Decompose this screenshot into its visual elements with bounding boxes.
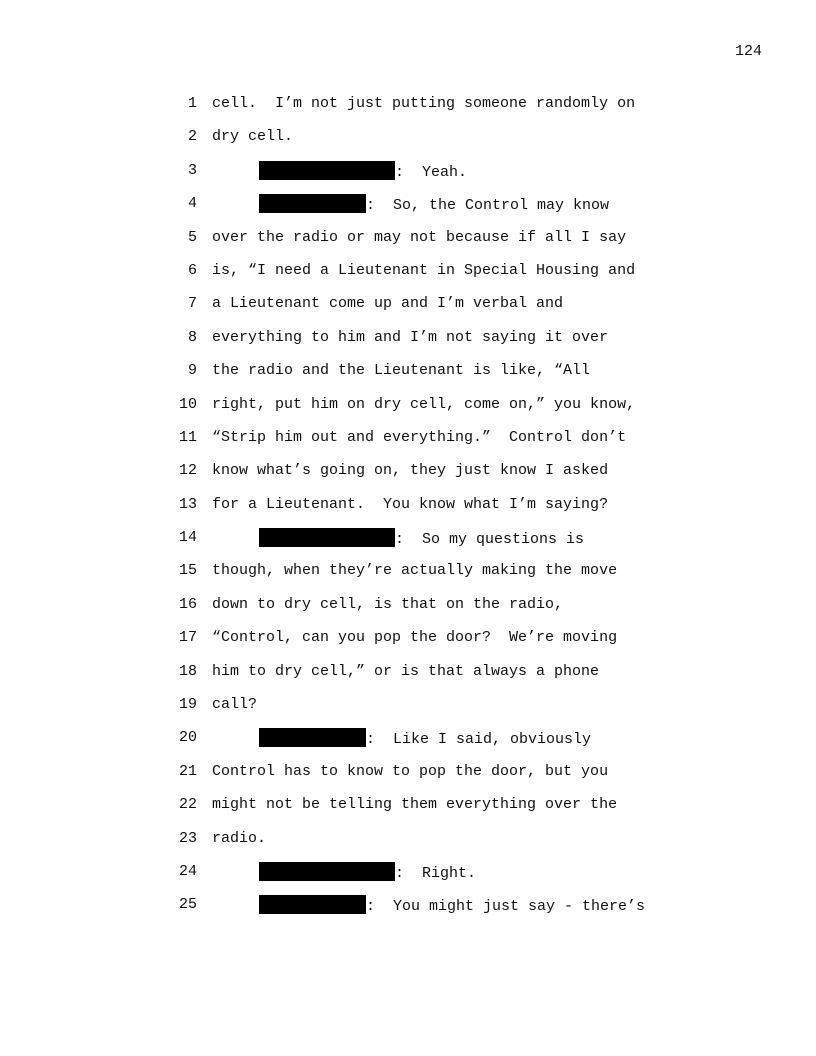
transcript-line bbox=[0, 621, 816, 654]
transcript-body bbox=[0, 87, 816, 922]
transcript-line bbox=[0, 154, 816, 187]
line-number: 25 bbox=[178, 896, 197, 914]
transcript-line bbox=[0, 187, 816, 220]
transcript-line bbox=[0, 454, 816, 487]
line-text: the radio and the Lieutenant is like, “All bbox=[212, 362, 591, 380]
line-text: though, when they’re actually making the move bbox=[212, 562, 618, 580]
transcript-line bbox=[0, 254, 816, 287]
redacted-speaker-name bbox=[259, 161, 395, 180]
transcript-line bbox=[0, 354, 816, 387]
line-text: over the radio or may not because if all I say bbox=[212, 228, 627, 246]
line-number: 21 bbox=[178, 762, 197, 780]
redacted-speaker-name bbox=[259, 728, 366, 747]
speaker-utterance: : So, the Control may know bbox=[366, 197, 610, 215]
line-number: 16 bbox=[178, 595, 197, 613]
transcript-line bbox=[0, 87, 816, 120]
line-number: 24 bbox=[178, 862, 197, 880]
transcript-line bbox=[0, 221, 816, 254]
line-number: 13 bbox=[178, 495, 197, 513]
line-number: 12 bbox=[178, 462, 197, 480]
redacted-speaker-name bbox=[259, 194, 366, 213]
line-text: is, “I need a Lieutenant in Special Housing and bbox=[212, 261, 636, 279]
speaker-line-text bbox=[259, 528, 584, 550]
line-number: 5 bbox=[187, 228, 197, 246]
line-number: 1 bbox=[187, 95, 197, 112]
line-number: 15 bbox=[178, 562, 197, 580]
transcript-line bbox=[0, 721, 816, 754]
speaker-line-text bbox=[259, 862, 476, 884]
transcript-line bbox=[0, 521, 816, 554]
transcript-line bbox=[0, 688, 816, 721]
speaker-line-text bbox=[259, 895, 645, 917]
transcript-line bbox=[0, 755, 816, 788]
line-number: 10 bbox=[178, 395, 197, 413]
transcript-line bbox=[0, 554, 816, 587]
speaker-line-text bbox=[259, 161, 467, 183]
line-text: dry cell. bbox=[212, 128, 294, 146]
line-number: 17 bbox=[178, 629, 197, 647]
line-number: 22 bbox=[178, 796, 197, 814]
line-text: know what’s going on, they just know I asked bbox=[212, 462, 609, 480]
line-text: a Lieutenant come up and I’m verbal and bbox=[212, 295, 564, 313]
transcript-line bbox=[0, 321, 816, 354]
line-text: him to dry cell,” or is that always a phone bbox=[212, 662, 600, 680]
transcript-line bbox=[0, 388, 816, 421]
speaker-utterance: : Like I said, obviously bbox=[366, 731, 592, 749]
line-number: 11 bbox=[178, 428, 197, 446]
line-number: 8 bbox=[187, 328, 197, 346]
redacted-speaker-name bbox=[259, 862, 395, 881]
line-text: cell. I’m not just putting someone randomly on bbox=[212, 95, 636, 112]
speaker-utterance: : Yeah. bbox=[395, 163, 468, 181]
page-number: 124 bbox=[734, 43, 762, 60]
transcript-line bbox=[0, 488, 816, 521]
redacted-speaker-name bbox=[259, 895, 366, 914]
line-text: everything to him and I’m not saying it over bbox=[212, 328, 609, 346]
line-text: “Control, can you pop the door? We’re moving bbox=[212, 629, 618, 647]
transcript-line bbox=[0, 822, 816, 855]
speaker-utterance: : Right. bbox=[395, 864, 477, 882]
line-text: for a Lieutenant. You know what I’m saying? bbox=[212, 495, 609, 513]
transcript-line bbox=[0, 655, 816, 688]
line-text: call? bbox=[212, 696, 258, 714]
transcript-line bbox=[0, 855, 816, 888]
line-number: 18 bbox=[178, 662, 197, 680]
line-number: 23 bbox=[178, 829, 197, 847]
speaker-line-text bbox=[259, 728, 591, 750]
redacted-speaker-name bbox=[259, 528, 395, 547]
transcript-line bbox=[0, 287, 816, 320]
line-number: 9 bbox=[187, 362, 197, 380]
speaker-utterance: : So my questions is bbox=[395, 531, 585, 549]
line-text: might not be telling them everything over the bbox=[212, 796, 618, 814]
line-text: Control has to know to pop the door, but you bbox=[212, 762, 609, 780]
transcript-line bbox=[0, 421, 816, 454]
line-number: 14 bbox=[178, 529, 197, 547]
line-number: 6 bbox=[187, 261, 197, 279]
line-number: 20 bbox=[178, 729, 197, 747]
transcript-line bbox=[0, 120, 816, 153]
line-text: radio. bbox=[212, 829, 267, 847]
line-text: “Strip him out and everything.” Control don’t bbox=[212, 428, 627, 446]
transcript-line bbox=[0, 588, 816, 621]
line-number: 3 bbox=[187, 161, 197, 179]
line-text: down to dry cell, is that on the radio, bbox=[212, 595, 564, 613]
speaker-line-text bbox=[259, 194, 609, 216]
line-number: 19 bbox=[178, 696, 197, 714]
transcript-line bbox=[0, 788, 816, 821]
line-number: 4 bbox=[187, 195, 197, 213]
speaker-utterance: : You might just say - there’s bbox=[366, 898, 646, 916]
transcript-line bbox=[0, 888, 816, 921]
line-number: 7 bbox=[187, 295, 197, 313]
line-text: right, put him on dry cell, come on,” you know, bbox=[212, 395, 636, 413]
line-number: 2 bbox=[187, 128, 197, 146]
